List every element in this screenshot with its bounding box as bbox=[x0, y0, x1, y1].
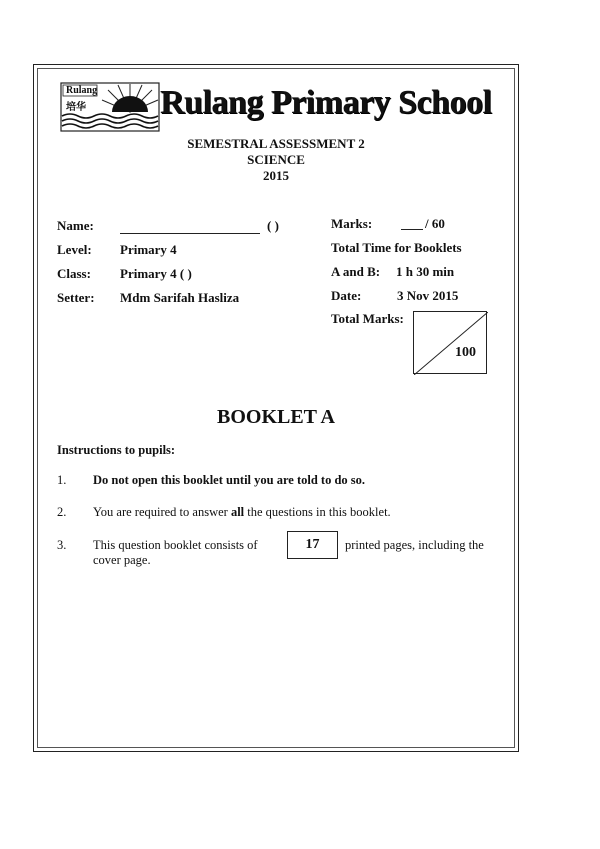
name-label: Name: bbox=[57, 218, 94, 233]
total-marks-value: 100 bbox=[455, 345, 476, 360]
subject-title: SCIENCE bbox=[247, 152, 305, 167]
assessment-title: SEMESTRAL ASSESSMENT 2 bbox=[187, 136, 365, 151]
instructions-heading: Instructions to pupils: bbox=[57, 443, 176, 457]
school-name: Rulang Primary School bbox=[160, 84, 492, 121]
instruction-text: printed pages, including the bbox=[345, 538, 484, 552]
total-marks-box bbox=[413, 311, 487, 374]
marks-field-line[interactable] bbox=[401, 229, 423, 230]
level-label: Level: bbox=[57, 242, 92, 257]
setter-label: Setter: bbox=[57, 290, 95, 305]
instruction-emphasis: all bbox=[230, 505, 245, 519]
marks-value: / 60 bbox=[425, 216, 445, 231]
class-label: Class: bbox=[57, 266, 91, 281]
instruction-text-part: the questions in this booklet. bbox=[244, 505, 391, 519]
instruction-number: 2. bbox=[57, 505, 67, 519]
date-label: Date: bbox=[331, 288, 362, 303]
instruction-number: 1. bbox=[57, 473, 67, 487]
level-value: Primary 4 bbox=[120, 242, 177, 257]
page-count-box: 17 bbox=[287, 531, 338, 559]
a-and-b-value: 1 h 30 min bbox=[396, 264, 455, 279]
instruction-text: cover page. bbox=[93, 553, 151, 567]
logo-text: Rulang bbox=[66, 85, 98, 96]
date-value: 3 Nov 2015 bbox=[397, 288, 459, 303]
class-value: Primary 4 ( ) bbox=[120, 266, 192, 281]
name-field-line[interactable] bbox=[120, 233, 260, 234]
booklet-title: BOOKLET A bbox=[216, 406, 335, 428]
instruction-text: Do not open this booklet until you are told to do so. bbox=[93, 473, 366, 487]
instruction-text bbox=[93, 505, 391, 520]
year-title: 2015 bbox=[263, 168, 289, 183]
marks-label: Marks: bbox=[331, 216, 373, 231]
logo-chinese-text: 培华 bbox=[66, 102, 86, 113]
instruction-text: This question booklet consists of bbox=[93, 538, 258, 552]
setter-value: Mdm Sarifah Hasliza bbox=[120, 290, 240, 305]
school-logo bbox=[60, 82, 160, 132]
instruction-number: 3. bbox=[57, 538, 67, 552]
a-and-b-label: A and B: bbox=[331, 264, 381, 279]
total-marks-label: Total Marks: bbox=[331, 311, 404, 326]
total-time-label: Total Time for Booklets bbox=[331, 240, 462, 255]
total-marks-diagonal bbox=[414, 312, 488, 375]
register-number-parens: ( ) bbox=[267, 218, 279, 233]
instruction-text-part: You are required to answer bbox=[93, 505, 231, 519]
